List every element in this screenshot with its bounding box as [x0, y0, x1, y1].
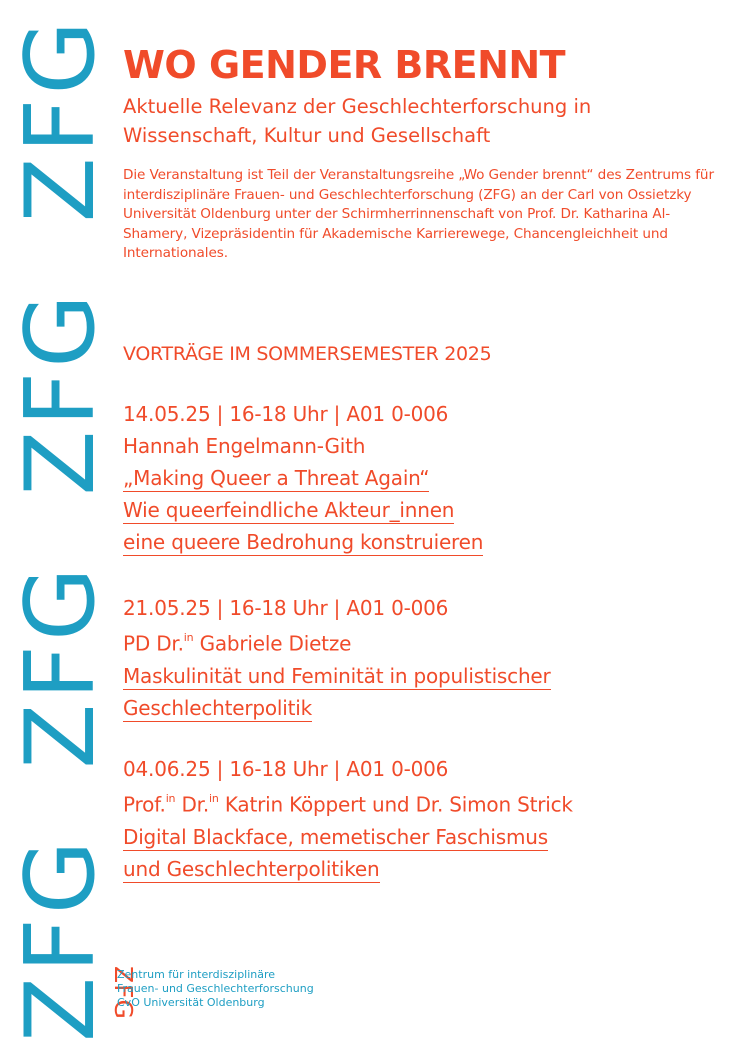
- event-talk-title: eine queere Bedrohung konstruieren: [123, 530, 484, 554]
- event-talk-title: Digital Blackface, memetischer Faschismus: [123, 824, 548, 849]
- event-speaker: Hannah Engelmann-Gith: [123, 434, 366, 458]
- page-subtitle: Aktuelle Relevanz der Geschlechterforschung in Wissenschaft, Kultur und Gesellschaft: [123, 95, 592, 147]
- speaker-title: PD Dr.: [123, 631, 184, 656]
- page-title: WO GENDER BRENNT: [123, 43, 566, 87]
- event-meta: 04.06.25 | 16-18 Uhr | A01 0-006: [123, 757, 449, 781]
- event-meta: 14.05.25 | 16-18 Uhr | A01 0-006: [123, 402, 449, 426]
- institution-line: Zentrum für interdisziplinäre: [117, 968, 276, 981]
- speaker-title-sup: in: [165, 792, 176, 805]
- event-talk-title: und Geschlechterpolitiken: [123, 856, 380, 881]
- header-block: [123, 40, 733, 264]
- section-heading: VORTRÄGE IM SOMMERSEMESTER 2025: [123, 343, 492, 365]
- event-item: [123, 398, 483, 558]
- speaker-name: Katrin Köppert und Dr. Simon Strick: [218, 792, 573, 817]
- zfg-side-brand: [6, 17, 116, 1042]
- speaker-name: Gabriele Dietze: [193, 631, 352, 656]
- zfg-brand-text: ZFG: [6, 836, 116, 1042]
- footer: [111, 966, 411, 1046]
- event-item: [123, 592, 551, 724]
- event-speaker: [123, 624, 551, 660]
- event-talk-title: Wie queerfeindliche Akteur_innen: [123, 498, 455, 522]
- event-talk-title: Geschlechterpolitik: [123, 695, 313, 720]
- speaker-title-sup: in: [209, 792, 219, 805]
- speaker-title-sup: in: [183, 631, 194, 644]
- institution-text: [117, 968, 314, 1010]
- intro-paragraph: Die Veranstaltung ist Teil der Veranstaltungsreihe „Wo Gender brennt“ des Zentrums für interdisziplinäre Frauen- und Geschlechterforschung (ZFG) an der Carl von Ossietzky Universität Oldenburg unter der Schirmherrinnenschaft von Prof. Dr. Katharina Al-Shamery, Vizepräsidentin für Akademische Karrierewege, Chancengleichheit und Internationales.: [123, 167, 714, 261]
- event-item: [123, 753, 573, 885]
- institution-line: Frauen- und Geschlechterforschung: [117, 982, 314, 995]
- zfg-brand-text: ZFG: [6, 17, 116, 223]
- institution-line: CvO Universität Oldenburg: [117, 996, 265, 1009]
- event-meta: 21.05.25 | 16-18 Uhr | A01 0-006: [123, 596, 449, 620]
- speaker-title: Dr.: [175, 792, 210, 817]
- zfg-logo-text: ZFG: [109, 966, 138, 1020]
- zfg-brand-text: ZFG: [6, 290, 116, 496]
- speaker-title: Prof.: [123, 792, 166, 817]
- zfg-brand-text: ZFG: [6, 563, 116, 769]
- event-talk-title: Maskulinität und Feminität in populistischer: [123, 663, 551, 688]
- event-talk-title: „Making Queer a Threat Again“: [123, 466, 430, 490]
- event-speaker: [123, 785, 573, 821]
